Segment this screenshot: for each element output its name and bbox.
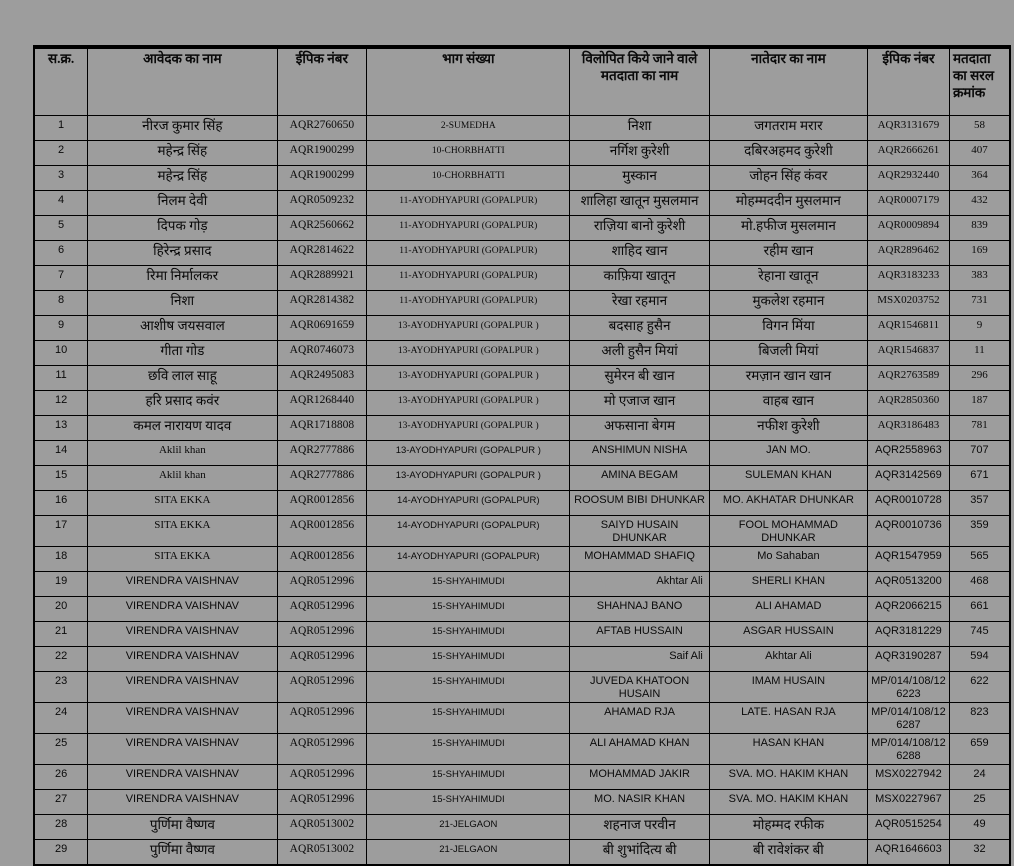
cell-deleted-voter-name: मुस्कान (570, 166, 710, 191)
cell-part-number: 14-AYODHYAPURI (GOPALPUR) (367, 547, 570, 572)
cell-serial: 1 (34, 116, 88, 141)
cell-voter-serial: 781 (949, 416, 1010, 441)
table-row (34, 141, 1010, 166)
cell-serial: 8 (34, 291, 88, 316)
cell-applicant-name: VIRENDRA VAISHNAV (88, 734, 277, 765)
cell-part-number: 15-SHYAHIMUDI (367, 790, 570, 815)
header-voter-serial: मतदाता का सरल क्रमांक (949, 47, 1010, 116)
cell-relative-name: LATE. HASAN RJA (709, 703, 867, 734)
cell-serial: 5 (34, 216, 88, 241)
cell-serial: 2 (34, 141, 88, 166)
cell-serial: 7 (34, 266, 88, 291)
voter-deletion-table (33, 45, 1011, 866)
cell-epic-number: AQR2760650 (277, 116, 367, 141)
table-row (34, 441, 1010, 466)
cell-epic-number: AQR0513002 (277, 840, 367, 866)
cell-deleted-voter-name: निशा (570, 116, 710, 141)
cell-relative-epic: AQR2763589 (867, 366, 949, 391)
cell-relative-epic: MP/014/108/126287 (867, 703, 949, 734)
cell-relative-epic: AQR2896462 (867, 241, 949, 266)
cell-epic-number: AQR0512996 (277, 765, 367, 790)
table-row (34, 765, 1010, 790)
cell-voter-serial: 671 (949, 466, 1010, 491)
cell-relative-name: JAN MO. (709, 441, 867, 466)
cell-deleted-voter-name: ANSHIMUN NISHA (570, 441, 710, 466)
cell-serial: 28 (34, 815, 88, 840)
cell-relative-epic: AQR3190287 (867, 647, 949, 672)
cell-deleted-voter-name: शाहिद खान (570, 241, 710, 266)
cell-part-number: 15-SHYAHIMUDI (367, 765, 570, 790)
cell-relative-name: SVA. MO. HAKIM KHAN (709, 765, 867, 790)
cell-voter-serial: 9 (949, 316, 1010, 341)
cell-deleted-voter-name: शहनाज परवीन (570, 815, 710, 840)
cell-voter-serial: 383 (949, 266, 1010, 291)
cell-voter-serial: 823 (949, 703, 1010, 734)
cell-deleted-voter-name: AMINA BEGAM (570, 466, 710, 491)
cell-relative-epic: AQR1547959 (867, 547, 949, 572)
cell-relative-epic: AQR0009894 (867, 216, 949, 241)
cell-deleted-voter-name: MOHAMMAD JAKIR (570, 765, 710, 790)
cell-applicant-name: पुर्णिमा वैष्णव (88, 840, 277, 866)
cell-applicant-name: आशीष जयसवाल (88, 316, 277, 341)
cell-relative-name: मोहम्मददीन मुसलमान (709, 191, 867, 216)
cell-voter-serial: 32 (949, 840, 1010, 866)
cell-part-number: 21-JELGAON (367, 815, 570, 840)
cell-part-number: 10-CHORBHATTI (367, 166, 570, 191)
cell-relative-epic: AQR3131679 (867, 116, 949, 141)
cell-epic-number: AQR0012856 (277, 547, 367, 572)
cell-epic-number: AQR2889921 (277, 266, 367, 291)
cell-relative-epic: AQR2666261 (867, 141, 949, 166)
cell-relative-epic: AQR3142569 (867, 466, 949, 491)
cell-deleted-voter-name: AFTAB HUSSAIN (570, 622, 710, 647)
cell-part-number: 11-AYODHYAPURI (GOPALPUR) (367, 291, 570, 316)
cell-voter-serial: 187 (949, 391, 1010, 416)
cell-relative-name: मुकलेश रहमान (709, 291, 867, 316)
cell-serial: 4 (34, 191, 88, 216)
cell-relative-epic: AQR0515254 (867, 815, 949, 840)
cell-serial: 13 (34, 416, 88, 441)
table-row (34, 547, 1010, 572)
cell-relative-epic: AQR0010728 (867, 491, 949, 516)
cell-deleted-voter-name: अफसाना बेगम (570, 416, 710, 441)
cell-relative-name: ASGAR HUSSAIN (709, 622, 867, 647)
cell-part-number: 2-SUMEDHA (367, 116, 570, 141)
cell-serial: 3 (34, 166, 88, 191)
header-relative-name: नातेदार का नाम (709, 47, 867, 116)
cell-relative-name: Akhtar Ali (709, 647, 867, 672)
cell-epic-number: AQR2814622 (277, 241, 367, 266)
cell-relative-name: SHERLI KHAN (709, 572, 867, 597)
cell-voter-serial: 731 (949, 291, 1010, 316)
cell-voter-serial: 622 (949, 672, 1010, 703)
cell-applicant-name: Aklil khan (88, 466, 277, 491)
cell-relative-name: बी रावेशंकर बी (709, 840, 867, 866)
cell-relative-name: रमज़ान खान खान (709, 366, 867, 391)
cell-epic-number: AQR0512996 (277, 572, 367, 597)
cell-epic-number: AQR0513002 (277, 815, 367, 840)
cell-voter-serial: 594 (949, 647, 1010, 672)
cell-serial: 27 (34, 790, 88, 815)
cell-part-number: 13-AYODHYAPURI (GOPALPUR ) (367, 341, 570, 366)
cell-deleted-voter-name: शालिहा खातून मुसलमान (570, 191, 710, 216)
cell-voter-serial: 432 (949, 191, 1010, 216)
cell-serial: 23 (34, 672, 88, 703)
cell-deleted-voter-name: JUVEDA KHATOON HUSAIN (570, 672, 710, 703)
cell-epic-number: AQR0512996 (277, 647, 367, 672)
cell-relative-epic: AQR1546811 (867, 316, 949, 341)
cell-relative-epic: AQR1646603 (867, 840, 949, 866)
cell-deleted-voter-name: अली हुसैन मियां (570, 341, 710, 366)
cell-relative-epic: AQR2932440 (867, 166, 949, 191)
cell-serial: 26 (34, 765, 88, 790)
cell-relative-epic: AQR0007179 (867, 191, 949, 216)
cell-relative-epic: MP/014/108/126223 (867, 672, 949, 703)
document-sheet (33, 45, 1011, 866)
cell-serial: 20 (34, 597, 88, 622)
cell-serial: 9 (34, 316, 88, 341)
cell-deleted-voter-name: AHAMAD RJA (570, 703, 710, 734)
cell-deleted-voter-name: Saif Ali (570, 647, 710, 672)
table-row (34, 191, 1010, 216)
cell-relative-name: बिजली मियां (709, 341, 867, 366)
cell-relative-epic: AQR1546837 (867, 341, 949, 366)
cell-applicant-name: VIRENDRA VAISHNAV (88, 765, 277, 790)
cell-part-number: 15-SHYAHIMUDI (367, 572, 570, 597)
cell-applicant-name: पुर्णिमा वैष्णव (88, 815, 277, 840)
cell-voter-serial: 357 (949, 491, 1010, 516)
cell-part-number: 15-SHYAHIMUDI (367, 647, 570, 672)
cell-serial: 14 (34, 441, 88, 466)
cell-voter-serial: 359 (949, 516, 1010, 547)
cell-applicant-name: छवि लाल साहू (88, 366, 277, 391)
header-epic-number: ईपिक नंबर (277, 47, 367, 116)
cell-deleted-voter-name: ALI AHAMAD KHAN (570, 734, 710, 765)
cell-part-number: 13-AYODHYAPURI (GOPALPUR ) (367, 391, 570, 416)
cell-relative-name: वाहब खान (709, 391, 867, 416)
cell-relative-name: MO. AKHATAR DHUNKAR (709, 491, 867, 516)
cell-relative-epic: AQR3186483 (867, 416, 949, 441)
cell-serial: 29 (34, 840, 88, 866)
cell-applicant-name: VIRENDRA VAISHNAV (88, 597, 277, 622)
cell-relative-name: नफीश कुरेशी (709, 416, 867, 441)
cell-part-number: 15-SHYAHIMUDI (367, 597, 570, 622)
cell-epic-number: AQR0012856 (277, 516, 367, 547)
cell-applicant-name: SITA EKKA (88, 547, 277, 572)
cell-relative-epic: AQR2558963 (867, 441, 949, 466)
cell-relative-epic: MSX0227942 (867, 765, 949, 790)
cell-relative-name: FOOL MOHAMMAD DHUNKAR (709, 516, 867, 547)
cell-applicant-name: निलम देवी (88, 191, 277, 216)
cell-serial: 22 (34, 647, 88, 672)
cell-deleted-voter-name: MO. NASIR KHAN (570, 790, 710, 815)
cell-deleted-voter-name: SHAHNAJ BANO (570, 597, 710, 622)
cell-epic-number: AQR1900299 (277, 141, 367, 166)
cell-relative-epic: AQR3183233 (867, 266, 949, 291)
cell-voter-serial: 25 (949, 790, 1010, 815)
cell-voter-serial: 745 (949, 622, 1010, 647)
cell-relative-epic: AQR2850360 (867, 391, 949, 416)
cell-relative-name: IMAM HUSAIN (709, 672, 867, 703)
cell-relative-name: दबिरअहमद कुरेशी (709, 141, 867, 166)
cell-voter-serial: 364 (949, 166, 1010, 191)
cell-relative-name: जगतराम मरार (709, 116, 867, 141)
cell-deleted-voter-name: ROOSUM BIBI DHUNKAR (570, 491, 710, 516)
cell-voter-serial: 58 (949, 116, 1010, 141)
cell-applicant-name: Aklil khan (88, 441, 277, 466)
table-row (34, 622, 1010, 647)
cell-relative-epic: AQR2066215 (867, 597, 949, 622)
cell-part-number: 15-SHYAHIMUDI (367, 622, 570, 647)
cell-epic-number: AQR2777886 (277, 466, 367, 491)
cell-part-number: 13-AYODHYAPURI (GOPALPUR ) (367, 316, 570, 341)
cell-voter-serial: 296 (949, 366, 1010, 391)
table-row (34, 166, 1010, 191)
cell-relative-name: ALI AHAMAD (709, 597, 867, 622)
cell-epic-number: AQR0691659 (277, 316, 367, 341)
cell-voter-serial: 11 (949, 341, 1010, 366)
cell-relative-epic: AQR0513200 (867, 572, 949, 597)
header-relative-epic: ईपिक नंबर (867, 47, 949, 116)
cell-relative-epic: MP/014/108/126288 (867, 734, 949, 765)
table-row (34, 516, 1010, 547)
cell-relative-epic: MSX0203752 (867, 291, 949, 316)
table-header-row (34, 47, 1010, 116)
cell-deleted-voter-name: सुमेरन बी खान (570, 366, 710, 391)
cell-deleted-voter-name: बी शुभांदित्य बी (570, 840, 710, 866)
cell-deleted-voter-name: नर्गिश कुरेशी (570, 141, 710, 166)
table-row (34, 216, 1010, 241)
cell-relative-name: HASAN KHAN (709, 734, 867, 765)
cell-relative-name: मोहम्मद रफीक (709, 815, 867, 840)
table-row (34, 316, 1010, 341)
cell-epic-number: AQR0512996 (277, 790, 367, 815)
table-row (34, 116, 1010, 141)
table-row (34, 366, 1010, 391)
cell-relative-name: SVA. MO. HAKIM KHAN (709, 790, 867, 815)
cell-applicant-name: महेन्द्र सिंह (88, 166, 277, 191)
cell-relative-name: विगन मिंया (709, 316, 867, 341)
cell-deleted-voter-name: राज़िया बानो कुरेशी (570, 216, 710, 241)
cell-serial: 18 (34, 547, 88, 572)
cell-applicant-name: महेन्द्र सिंह (88, 141, 277, 166)
cell-part-number: 14-AYODHYAPURI (GOPALPUR) (367, 491, 570, 516)
cell-part-number: 15-SHYAHIMUDI (367, 672, 570, 703)
table-row (34, 266, 1010, 291)
cell-serial: 19 (34, 572, 88, 597)
cell-applicant-name: VIRENDRA VAISHNAV (88, 647, 277, 672)
cell-relative-epic: AQR3181229 (867, 622, 949, 647)
cell-epic-number: AQR1268440 (277, 391, 367, 416)
cell-part-number: 15-SHYAHIMUDI (367, 734, 570, 765)
cell-part-number: 11-AYODHYAPURI (GOPALPUR) (367, 191, 570, 216)
cell-part-number: 13-AYODHYAPURI (GOPALPUR ) (367, 441, 570, 466)
header-deleted-voter-name: विलोपित किये जाने वाले मतदाता का नाम (570, 47, 710, 116)
table-row (34, 597, 1010, 622)
cell-applicant-name: SITA EKKA (88, 516, 277, 547)
cell-applicant-name: SITA EKKA (88, 491, 277, 516)
cell-epic-number: AQR0512996 (277, 672, 367, 703)
cell-part-number: 13-AYODHYAPURI (GOPALPUR ) (367, 466, 570, 491)
table-row (34, 416, 1010, 441)
cell-serial: 21 (34, 622, 88, 647)
cell-part-number: 21-JELGAON (367, 840, 570, 866)
cell-serial: 17 (34, 516, 88, 547)
cell-deleted-voter-name: रेखा रहमान (570, 291, 710, 316)
table-row (34, 840, 1010, 866)
table-row (34, 572, 1010, 597)
cell-applicant-name: हरि प्रसाद कवंर (88, 391, 277, 416)
cell-part-number: 14-AYODHYAPURI (GOPALPUR) (367, 516, 570, 547)
table-row (34, 291, 1010, 316)
cell-relative-name: रेहाना खातून (709, 266, 867, 291)
cell-deleted-voter-name: Akhtar Ali (570, 572, 710, 597)
cell-applicant-name: कमल नारायण यादव (88, 416, 277, 441)
cell-voter-serial: 659 (949, 734, 1010, 765)
cell-epic-number: AQR2777886 (277, 441, 367, 466)
cell-epic-number: AQR0012856 (277, 491, 367, 516)
cell-epic-number: AQR0512996 (277, 597, 367, 622)
table-row (34, 341, 1010, 366)
cell-part-number: 13-AYODHYAPURI (GOPALPUR ) (367, 416, 570, 441)
header-part-number: भाग संख्या (367, 47, 570, 116)
cell-applicant-name: निशा (88, 291, 277, 316)
cell-applicant-name: VIRENDRA VAISHNAV (88, 790, 277, 815)
table-row (34, 466, 1010, 491)
cell-epic-number: AQR0746073 (277, 341, 367, 366)
cell-part-number: 11-AYODHYAPURI (GOPALPUR) (367, 241, 570, 266)
cell-serial: 12 (34, 391, 88, 416)
cell-serial: 16 (34, 491, 88, 516)
cell-serial: 10 (34, 341, 88, 366)
cell-voter-serial: 707 (949, 441, 1010, 466)
cell-deleted-voter-name: बदसाह हुसैन (570, 316, 710, 341)
cell-epic-number: AQR2814382 (277, 291, 367, 316)
cell-part-number: 10-CHORBHATTI (367, 141, 570, 166)
cell-applicant-name: VIRENDRA VAISHNAV (88, 622, 277, 647)
table-row (34, 790, 1010, 815)
cell-relative-epic: MSX0227967 (867, 790, 949, 815)
cell-deleted-voter-name: मो एजाज खान (570, 391, 710, 416)
cell-deleted-voter-name: SAIYD HUSAIN DHUNKAR (570, 516, 710, 547)
cell-voter-serial: 169 (949, 241, 1010, 266)
table-row (34, 241, 1010, 266)
header-serial: स.क्र. (34, 47, 88, 116)
cell-applicant-name: नीरज कुमार सिंह (88, 116, 277, 141)
cell-relative-name: मो.हफीज मुसलमान (709, 216, 867, 241)
cell-relative-name: SULEMAN KHAN (709, 466, 867, 491)
table-row (34, 815, 1010, 840)
cell-applicant-name: VIRENDRA VAISHNAV (88, 703, 277, 734)
cell-deleted-voter-name: MOHAMMAD SHAFIQ (570, 547, 710, 572)
cell-relative-epic: AQR0010736 (867, 516, 949, 547)
cell-applicant-name: रिमा निर्मालकर (88, 266, 277, 291)
cell-relative-name: जोहन सिंह कंवर (709, 166, 867, 191)
cell-voter-serial: 24 (949, 765, 1010, 790)
cell-relative-name: रहीम खान (709, 241, 867, 266)
header-applicant-name: आवेदक का नाम (88, 47, 277, 116)
cell-epic-number: AQR0509232 (277, 191, 367, 216)
table-row (34, 703, 1010, 734)
cell-part-number: 11-AYODHYAPURI (GOPALPUR) (367, 266, 570, 291)
cell-voter-serial: 468 (949, 572, 1010, 597)
cell-voter-serial: 49 (949, 815, 1010, 840)
cell-serial: 6 (34, 241, 88, 266)
cell-deleted-voter-name: काफ़िया खातून (570, 266, 710, 291)
cell-epic-number: AQR2560662 (277, 216, 367, 241)
cell-voter-serial: 661 (949, 597, 1010, 622)
cell-epic-number: AQR0512996 (277, 734, 367, 765)
cell-epic-number: AQR0512996 (277, 703, 367, 734)
cell-epic-number: AQR1718808 (277, 416, 367, 441)
cell-applicant-name: VIRENDRA VAISHNAV (88, 672, 277, 703)
table-row (34, 391, 1010, 416)
table-row (34, 491, 1010, 516)
cell-serial: 25 (34, 734, 88, 765)
table-row (34, 647, 1010, 672)
cell-voter-serial: 407 (949, 141, 1010, 166)
cell-epic-number: AQR2495083 (277, 366, 367, 391)
cell-applicant-name: हिरेन्द्र प्रसाद (88, 241, 277, 266)
cell-part-number: 13-AYODHYAPURI (GOPALPUR ) (367, 366, 570, 391)
cell-part-number: 11-AYODHYAPURI (GOPALPUR) (367, 216, 570, 241)
cell-applicant-name: VIRENDRA VAISHNAV (88, 572, 277, 597)
cell-part-number: 15-SHYAHIMUDI (367, 703, 570, 734)
cell-voter-serial: 565 (949, 547, 1010, 572)
cell-voter-serial: 839 (949, 216, 1010, 241)
cell-serial: 24 (34, 703, 88, 734)
cell-applicant-name: गीता गोड (88, 341, 277, 366)
cell-epic-number: AQR1900299 (277, 166, 367, 191)
table-row (34, 672, 1010, 703)
cell-relative-name: Mo Sahaban (709, 547, 867, 572)
cell-applicant-name: दिपक गोड़ (88, 216, 277, 241)
table-row (34, 734, 1010, 765)
cell-epic-number: AQR0512996 (277, 622, 367, 647)
cell-serial: 11 (34, 366, 88, 391)
cell-serial: 15 (34, 466, 88, 491)
